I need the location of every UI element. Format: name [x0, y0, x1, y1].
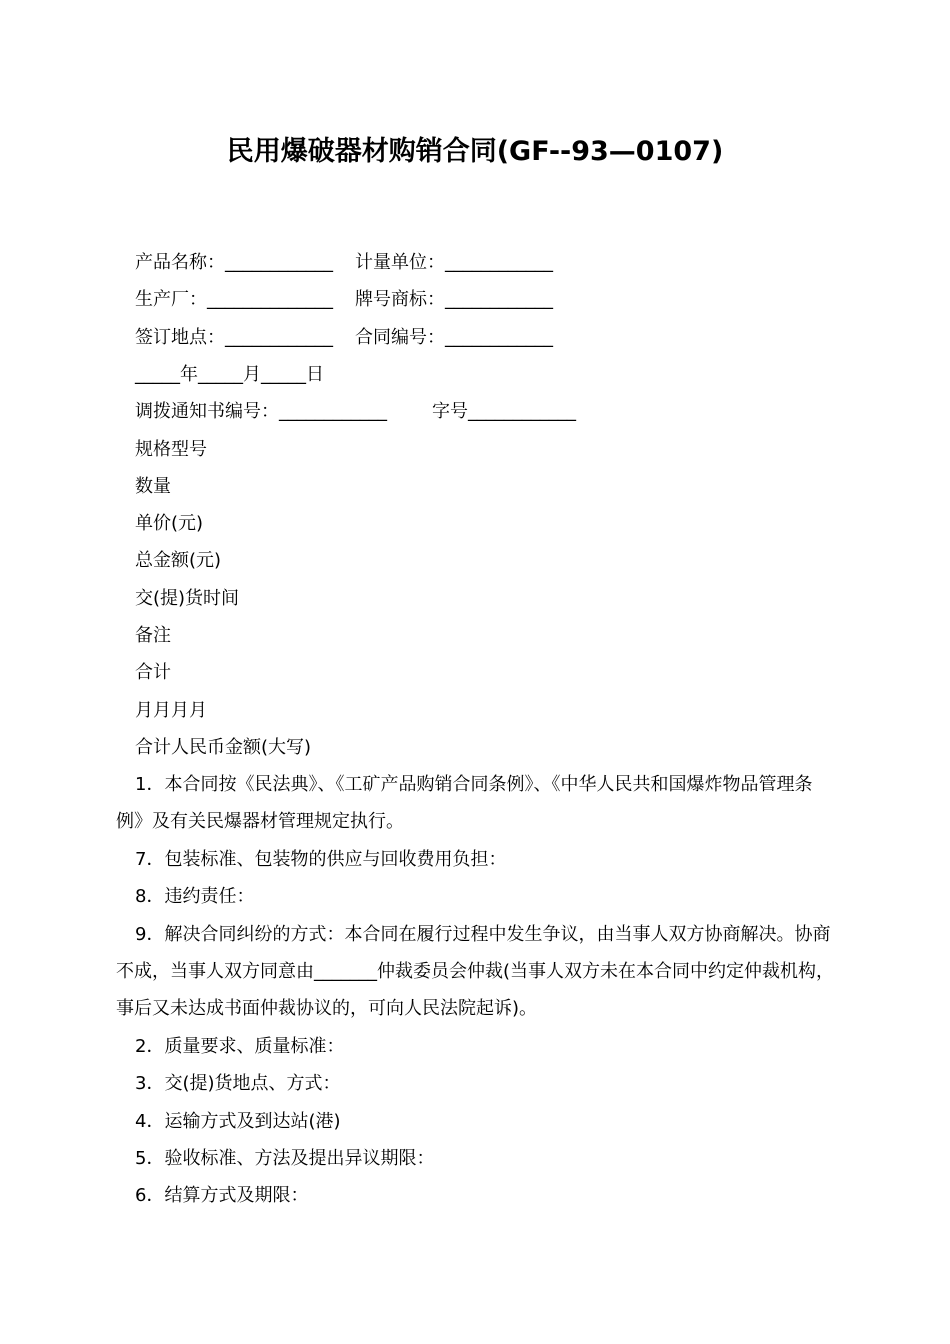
- label-total: 合计: [135, 662, 171, 683]
- field-allocation-no: 调拨通知书编号：____________: [135, 401, 387, 422]
- clause-1: 1．本合同按《民法典》、《工矿产品购销合同条例》、《中华人民共和国爆炸物品管理条例》及有关民爆器材管理规定执行。: [116, 774, 813, 832]
- clause-8: 8．违约责任：: [135, 886, 255, 907]
- label-total-rmb: 合计人民币金额(大写): [135, 737, 312, 758]
- clause-9: 9．解决合同纠纷的方式：本合同在履行过程中发生争议，由当事人双方协商解决。协商不成，当事人双方同意由_______仲裁委员会仲裁(当事人双方未在本合同中约定仲裁机构，事后又未达成书面仲裁协议的，可向人民法院起诉)。: [116, 924, 835, 1019]
- label-delivery-time: 交(提)货时间: [135, 588, 240, 609]
- clause-5: 5．验收标准、方法及提出异议期限：: [135, 1148, 435, 1169]
- label-remarks: 备注: [135, 625, 171, 646]
- field-brand: 牌号商标：____________: [355, 289, 553, 310]
- clause-2: 2．质量要求、质量标准：: [135, 1036, 345, 1057]
- clause-3: 3．交(提)货地点、方式：: [135, 1073, 341, 1094]
- document-title: 民用爆破器材购销合同(GF--93—0107): [226, 136, 724, 167]
- field-contract-no: 合同编号：____________: [355, 327, 553, 348]
- field-product-name: 产品名称：____________: [135, 252, 333, 273]
- label-spec-model: 规格型号: [135, 439, 207, 460]
- label-total-amount: 总金额(元): [135, 550, 222, 571]
- field-date: _____年_____月_____日: [135, 364, 324, 385]
- field-zihao: 字号____________: [432, 401, 576, 422]
- clause-6: 6．结算方式及期限：: [135, 1185, 309, 1206]
- field-manufacturer: 生产厂：______________: [135, 289, 333, 310]
- label-quantity: 数量: [135, 476, 171, 497]
- field-unit: 计量单位：____________: [355, 252, 553, 273]
- clause-4: 4．运输方式及到达站(港): [135, 1111, 341, 1132]
- field-sign-place: 签订地点：____________: [135, 327, 333, 348]
- clause-7: 7．包装标准、包装物的供应与回收费用负担：: [135, 849, 507, 870]
- label-months: 月月月月: [135, 700, 207, 721]
- label-unit-price: 单价(元): [135, 513, 204, 534]
